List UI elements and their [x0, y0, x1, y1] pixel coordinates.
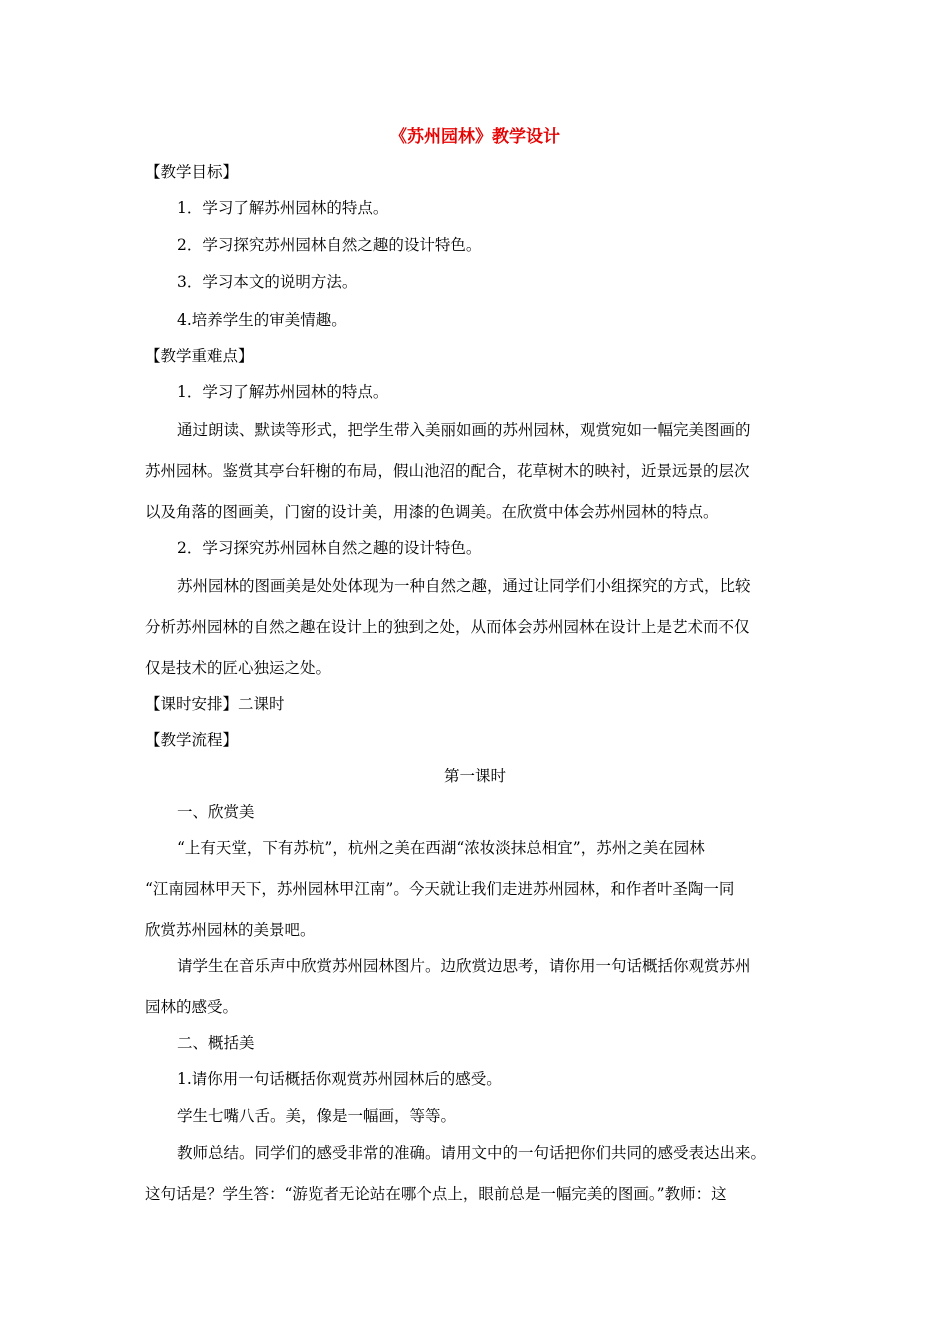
lesson-heading: 第一课时 — [443, 767, 506, 785]
section-heading-process: 【教学流程】 — [145, 731, 239, 749]
paragraph-line: 请学生在音乐声中欣赏苏州园林图片。边欣赏边思考，请你用一句话概括你观赏苏州 — [177, 957, 751, 975]
key-point-heading: 2．学习探究苏州园林自然之趣的设计特色。 — [177, 539, 482, 557]
objective-item: 2．学习探究苏州园林自然之趣的设计特色。 — [177, 236, 482, 254]
paragraph-line: “江南园林甲天下，苏州园林甲江南”。今天就让我们走进苏州园林，和作者叶圣陶一同 — [145, 880, 735, 898]
paragraph-line: 教师总结。同学们的感受非常的准确。请用文中的一句话把你们共同的感受表达出来。 — [177, 1144, 767, 1162]
paragraph-line: 仅是技术的匠心独运之处。 — [145, 659, 332, 677]
paragraph-line: 这句话是？学生答：“游览者无论站在哪个点上，眼前总是一幅完美的图画。”教师：这 — [145, 1185, 727, 1203]
paragraph-line: 欣赏苏州园林的美景吧。 — [145, 921, 316, 939]
paragraph-line: 苏州园林的图画美是处处体现为一种自然之趣，通过让同学们小组探究的方式，比较 — [177, 577, 751, 595]
paragraph-line: 1.请你用一句话概括你观赏苏州园林后的感受。 — [177, 1070, 502, 1088]
paragraph-line: 分析苏州园林的自然之趣在设计上的独到之处，从而体会苏州园林在设计上是艺术而不仅 — [145, 618, 750, 636]
paragraph-line: 学生七嘴八舌。美，像是一幅画，等等。 — [177, 1107, 457, 1125]
paragraph-line: 苏州园林。鉴赏其亭台轩榭的布局，假山池沼的配合，花草树木的映衬，近景远景的层次 — [145, 462, 750, 480]
part-heading: 二、概括美 — [177, 1034, 255, 1052]
section-heading-key-points: 【教学重难点】 — [145, 347, 254, 365]
paragraph-line: 园林的感受。 — [145, 998, 239, 1016]
document-title: 《苏州园林》教学设计 — [390, 127, 560, 147]
key-point-heading: 1．学习了解苏州园林的特点。 — [177, 383, 389, 401]
paragraph-line: 以及角落的图画美，门窗的设计美，用漆的色调美。在欣赏中体会苏州园林的特点。 — [145, 503, 719, 521]
objective-item: 1．学习了解苏州园林的特点。 — [177, 199, 389, 217]
objective-item: 4.培养学生的审美情趣。 — [177, 311, 347, 329]
paragraph-line: 通过朗读、默读等形式，把学生带入美丽如画的苏州园林，观赏宛如一幅完美图画的 — [177, 421, 751, 439]
section-heading-objectives: 【教学目标】 — [145, 163, 239, 181]
objective-item: 3．学习本文的说明方法。 — [177, 273, 358, 291]
paragraph-line: “上有天堂，下有苏杭”，杭州之美在西湖“浓妆淡抹总相宜”，苏州之美在园林 — [177, 839, 705, 857]
section-heading-schedule: 【课时安排】二课时 — [145, 695, 285, 713]
part-heading: 一、欣赏美 — [177, 803, 255, 821]
